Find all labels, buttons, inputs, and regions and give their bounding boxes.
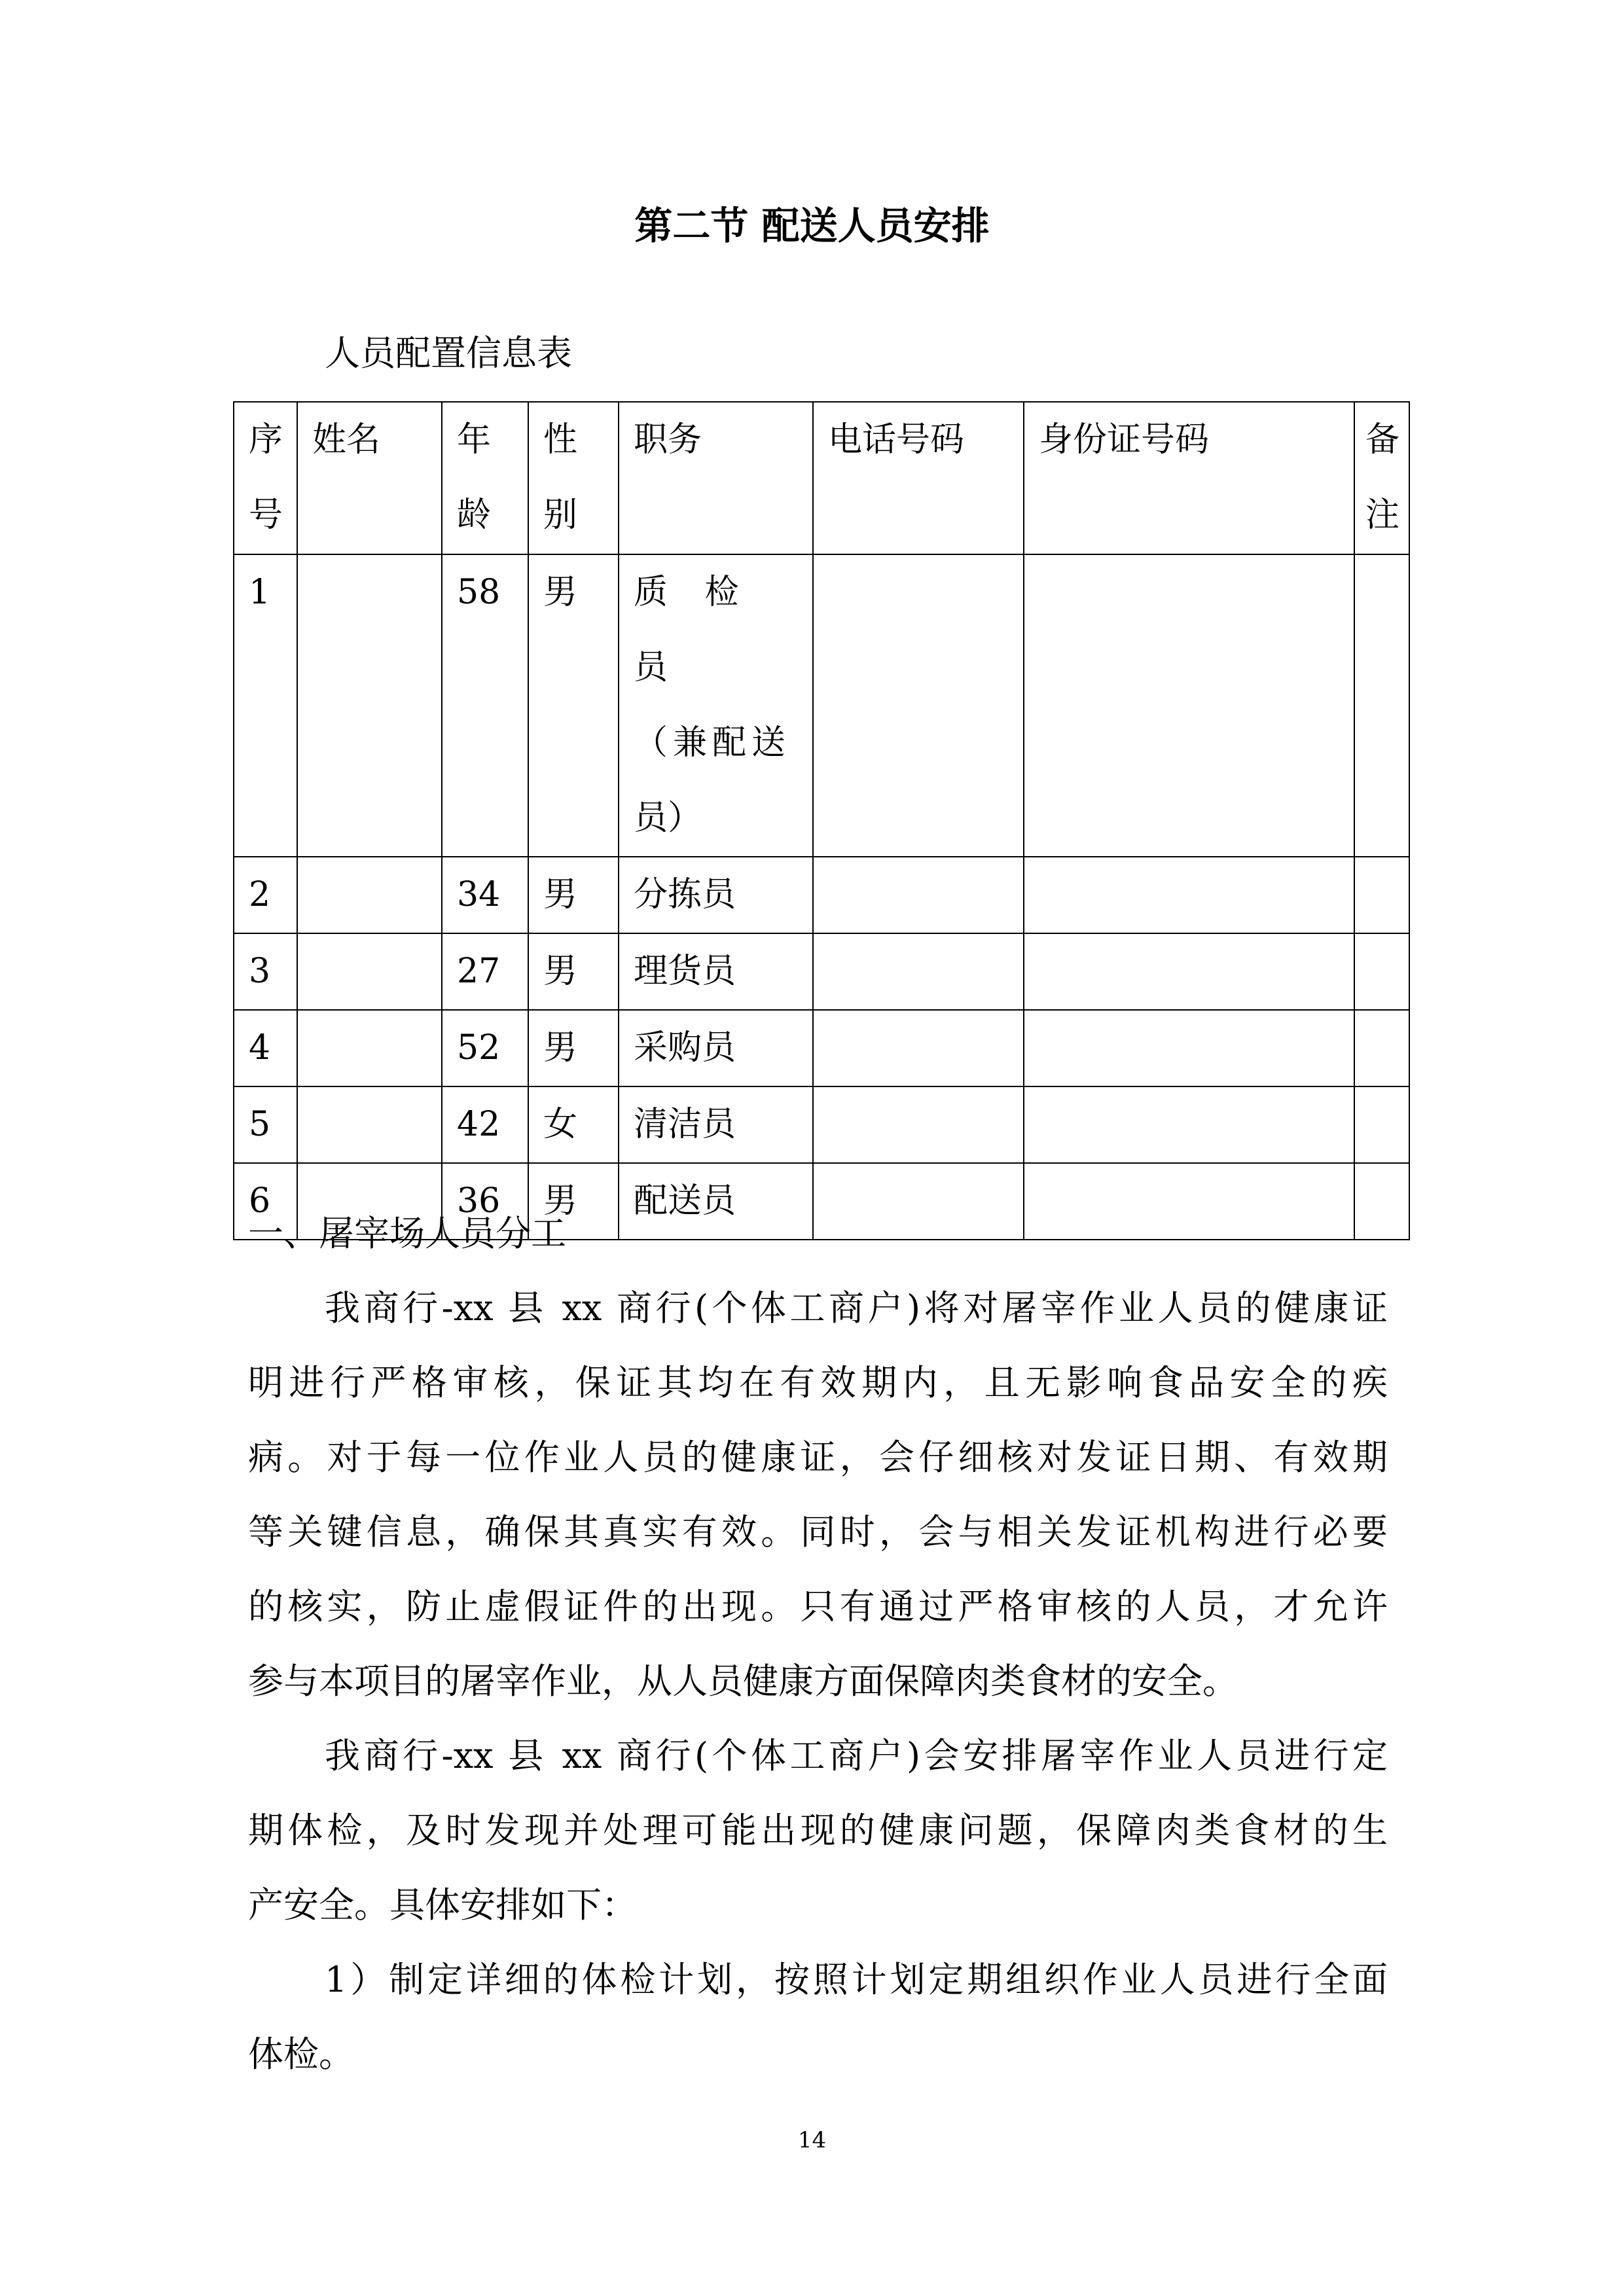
staff-table (233, 401, 1410, 1240)
paragraph-line: 我商行-xx 县 xx 商行(个体工商户)将对屠宰作业人员的健康证 (325, 1287, 1388, 1329)
cell-age: 58 (442, 554, 528, 857)
cell-name (297, 554, 442, 857)
cell-note (1354, 857, 1409, 933)
cell-phone (813, 857, 1024, 933)
cell-name (297, 1010, 442, 1086)
paragraph-line: 明进行严格审核，保证其均在有效期内，且无影响食品安全的疾 (248, 1362, 1388, 1403)
cell-age: 27 (442, 933, 528, 1010)
cell-no: 3 (234, 933, 297, 1010)
paragraph-line: 病。对于每一位作业人员的健康证，会仔细核对发证日期、有效期 (248, 1437, 1388, 1478)
cell-name (297, 1086, 442, 1163)
cell-sex: 女 (528, 1086, 619, 1163)
cell-phone (813, 1086, 1024, 1163)
header-age: 年 龄 (442, 402, 528, 554)
cell-note (1354, 1086, 1409, 1163)
cell-sex: 男 (528, 1010, 619, 1086)
cell-job: 分拣员 (619, 857, 813, 933)
header-name: 姓名 (297, 402, 442, 554)
paragraph-line: 期体检，及时发现并处理可能出现的健康问题，保障肉类食材的生 (248, 1810, 1388, 1851)
section-heading: 一、屠宰场人员分工 (248, 1213, 566, 1254)
cell-job: 配送员 (619, 1163, 813, 1240)
cell-age: 52 (442, 1010, 528, 1086)
table-caption: 人员配置信息表 (325, 332, 572, 374)
cell-name (297, 857, 442, 933)
header-sex: 性 别 (528, 402, 619, 554)
header-note: 备 注 (1354, 402, 1409, 554)
table-row (234, 1010, 1409, 1086)
cell-id (1024, 857, 1354, 933)
cell-sex: 男 (528, 554, 619, 857)
cell-id (1024, 1086, 1354, 1163)
cell-age: 42 (442, 1086, 528, 1163)
cell-age: 36 (442, 1163, 528, 1240)
table-row (234, 933, 1409, 1010)
page-number: 14 (797, 2127, 827, 2153)
cell-id (1024, 1010, 1354, 1086)
cell-no: 2 (234, 857, 297, 933)
cell-sex: 男 (528, 857, 619, 933)
paragraph-line: 参与本项目的屠宰作业，从人员健康方面保障肉类食材的安全。 (248, 1660, 1238, 1702)
section-title: 第二节 配送人员安排 (634, 204, 990, 248)
cell-age: 34 (442, 857, 528, 933)
cell-phone (813, 1010, 1024, 1086)
table-row (234, 857, 1409, 933)
paragraph-line: 产安全。具体安排如下： (248, 1884, 637, 1926)
paragraph-line: 等关键信息，确保其真实有效。同时，会与相关发证机构进行必要 (248, 1511, 1388, 1552)
table-row (234, 1086, 1409, 1163)
cell-job: 理货员 (619, 933, 813, 1010)
cell-no: 5 (234, 1086, 297, 1163)
header-no: 序 号 (234, 402, 297, 554)
paragraph-line: 1）制定详细的体检计划，按照计划定期组织作业人员进行全面 (325, 1959, 1388, 2000)
cell-id (1024, 933, 1354, 1010)
cell-note (1354, 554, 1409, 857)
cell-job: 采购员 (619, 1010, 813, 1086)
cell-sex: 男 (528, 1163, 619, 1240)
cell-note (1354, 1010, 1409, 1086)
cell-phone (813, 554, 1024, 857)
cell-phone (813, 933, 1024, 1010)
cell-no: 6 (234, 1163, 297, 1240)
paragraph-line: 体检。 (248, 2034, 354, 2075)
table-header-row (234, 402, 1409, 554)
table-row (234, 554, 1409, 857)
cell-sex: 男 (528, 933, 619, 1010)
body-text (248, 1196, 1388, 2092)
header-phone: 电话号码 (813, 402, 1024, 554)
cell-job: 质 检 员 （兼配送 员） (619, 554, 813, 857)
paragraph-line: 我商行-xx 县 xx 商行(个体工商户)会安排屠宰作业人员进行定 (325, 1735, 1388, 1776)
header-job: 职务 (619, 402, 813, 554)
cell-job: 清洁员 (619, 1086, 813, 1163)
cell-name (297, 933, 442, 1010)
cell-no: 1 (234, 554, 297, 857)
cell-id (1024, 554, 1354, 857)
cell-no: 4 (234, 1010, 297, 1086)
paragraph-line: 的核实，防止虚假证件的出现。只有通过严格审核的人员，才允许 (248, 1586, 1388, 1627)
cell-note (1354, 933, 1409, 1010)
header-id: 身份证号码 (1024, 402, 1354, 554)
